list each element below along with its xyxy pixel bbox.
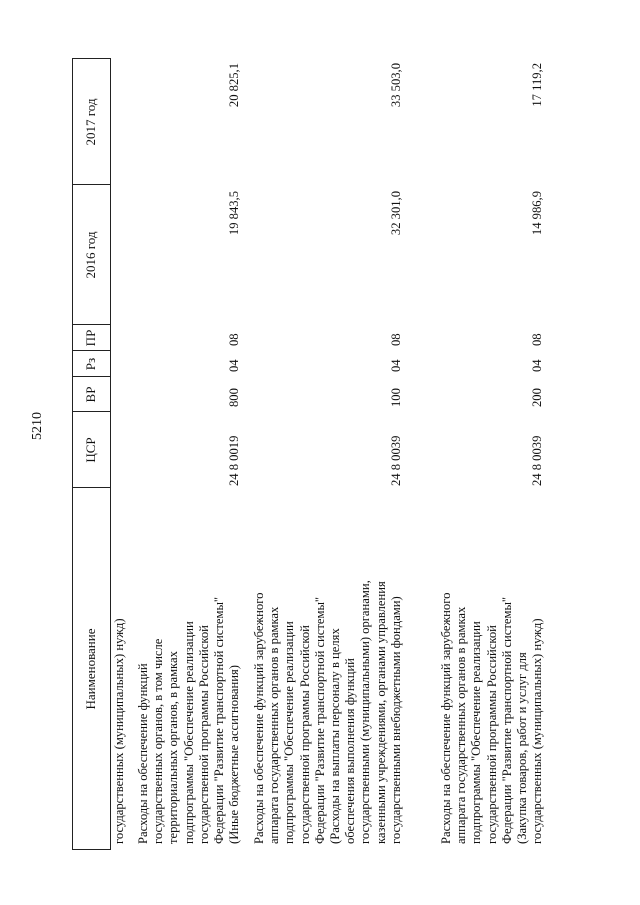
row-3-line-5: Федерации "Развитие транспортной системы" <box>499 596 514 844</box>
row-1-line-3: территориальных органов, в рамках <box>166 651 181 844</box>
row-1-csr: 24 8 0019 <box>227 435 241 486</box>
header-pr: ПР <box>83 329 98 347</box>
row-2-line-7: обеспечения выполнения функций <box>343 658 358 844</box>
row-1-vr: 800 <box>227 388 241 407</box>
row-2-2016: 32 301,0 <box>389 191 403 236</box>
row-2-line-5: Федерации "Развитие транспортной системы" <box>312 596 327 844</box>
row-1-2017: 20 825,1 <box>227 63 241 108</box>
row-3-2016: 14 986,9 <box>530 191 544 236</box>
header-2016: 2016 год <box>83 231 98 279</box>
page-number: 5210 <box>30 412 45 440</box>
row-2-line-2: аппарата государственных органов в рамках <box>267 606 282 844</box>
row-1-line-2: государственных органов, в том числе <box>151 638 166 844</box>
row-2-vr: 100 <box>389 388 403 407</box>
row-1-line-1: Расходы на обеспечение функций <box>136 663 150 844</box>
row-1-line-4: подпрограммы "Обеспечение реализации <box>181 621 196 844</box>
row-2-line-9: казенными учреждениями, органами управления <box>373 581 388 844</box>
row-2-2017: 33 503,0 <box>389 63 403 108</box>
header-2017: 2017 год <box>83 98 98 146</box>
row-3-line-7: государственных (муниципальных) нужд) <box>530 618 545 844</box>
row-2-line-3: подпрограммы "Обеспечение реализации <box>282 621 297 844</box>
row-1-pr: 08 <box>227 333 241 346</box>
row-1-name <box>136 494 242 844</box>
row-2-line-6: (Расходы на выплаты персоналу в целях <box>328 628 343 844</box>
row-1-line-6: Федерации "Развитие транспортной системы" <box>212 596 227 844</box>
header-vr: ВР <box>83 386 98 403</box>
row-3-vr: 200 <box>530 388 544 407</box>
row-2-line-4: государственной программы Российской <box>297 625 312 844</box>
row-3-line-2: аппарата государственных органов в рамках <box>454 606 469 844</box>
row-3-line-4: государственной программы Российской <box>484 625 499 844</box>
row-2-line-10: государственными внебюджетными фондами) <box>388 596 403 844</box>
row-2-rz: 04 <box>389 359 403 372</box>
row-1-rz: 04 <box>227 359 241 372</box>
table-frame <box>72 58 586 850</box>
row-2-name <box>252 494 404 844</box>
row-2-pr: 08 <box>389 333 403 346</box>
row-3-rz: 04 <box>530 359 544 372</box>
row-3-name <box>439 494 545 844</box>
row-1-line-7: (Иные бюджетные ассигнования) <box>227 665 242 844</box>
row-3-line-6: (Закупка товаров, работ и услуг для <box>515 652 530 844</box>
header-csr: ЦСР <box>83 437 98 463</box>
row-1-2016: 19 843,5 <box>227 191 241 236</box>
rotated-table <box>72 58 586 850</box>
header-name: Наименование <box>83 628 98 710</box>
row-1-line-5: государственной программы Российской <box>196 625 211 844</box>
row-3-pr: 08 <box>530 333 544 346</box>
row-2-line-1: Расходы на обеспечение функций зарубежного <box>252 592 266 844</box>
header-bottom-rule <box>110 58 111 850</box>
row-2-line-8: государственными (муниципальными) органами, <box>358 580 373 844</box>
continued-text: государственных (муниципальных) нужд) <box>112 618 126 844</box>
row-3-2017: 17 119,2 <box>530 63 544 107</box>
row-3-csr: 24 8 0039 <box>530 435 544 486</box>
row-2-csr: 24 8 0039 <box>389 435 403 486</box>
row-3-line-1: Расходы на обеспечение функций зарубежного <box>439 592 453 844</box>
header-rz: Рз <box>83 357 98 371</box>
row-3-line-3: подпрограммы "Обеспечение реализации <box>469 621 484 844</box>
